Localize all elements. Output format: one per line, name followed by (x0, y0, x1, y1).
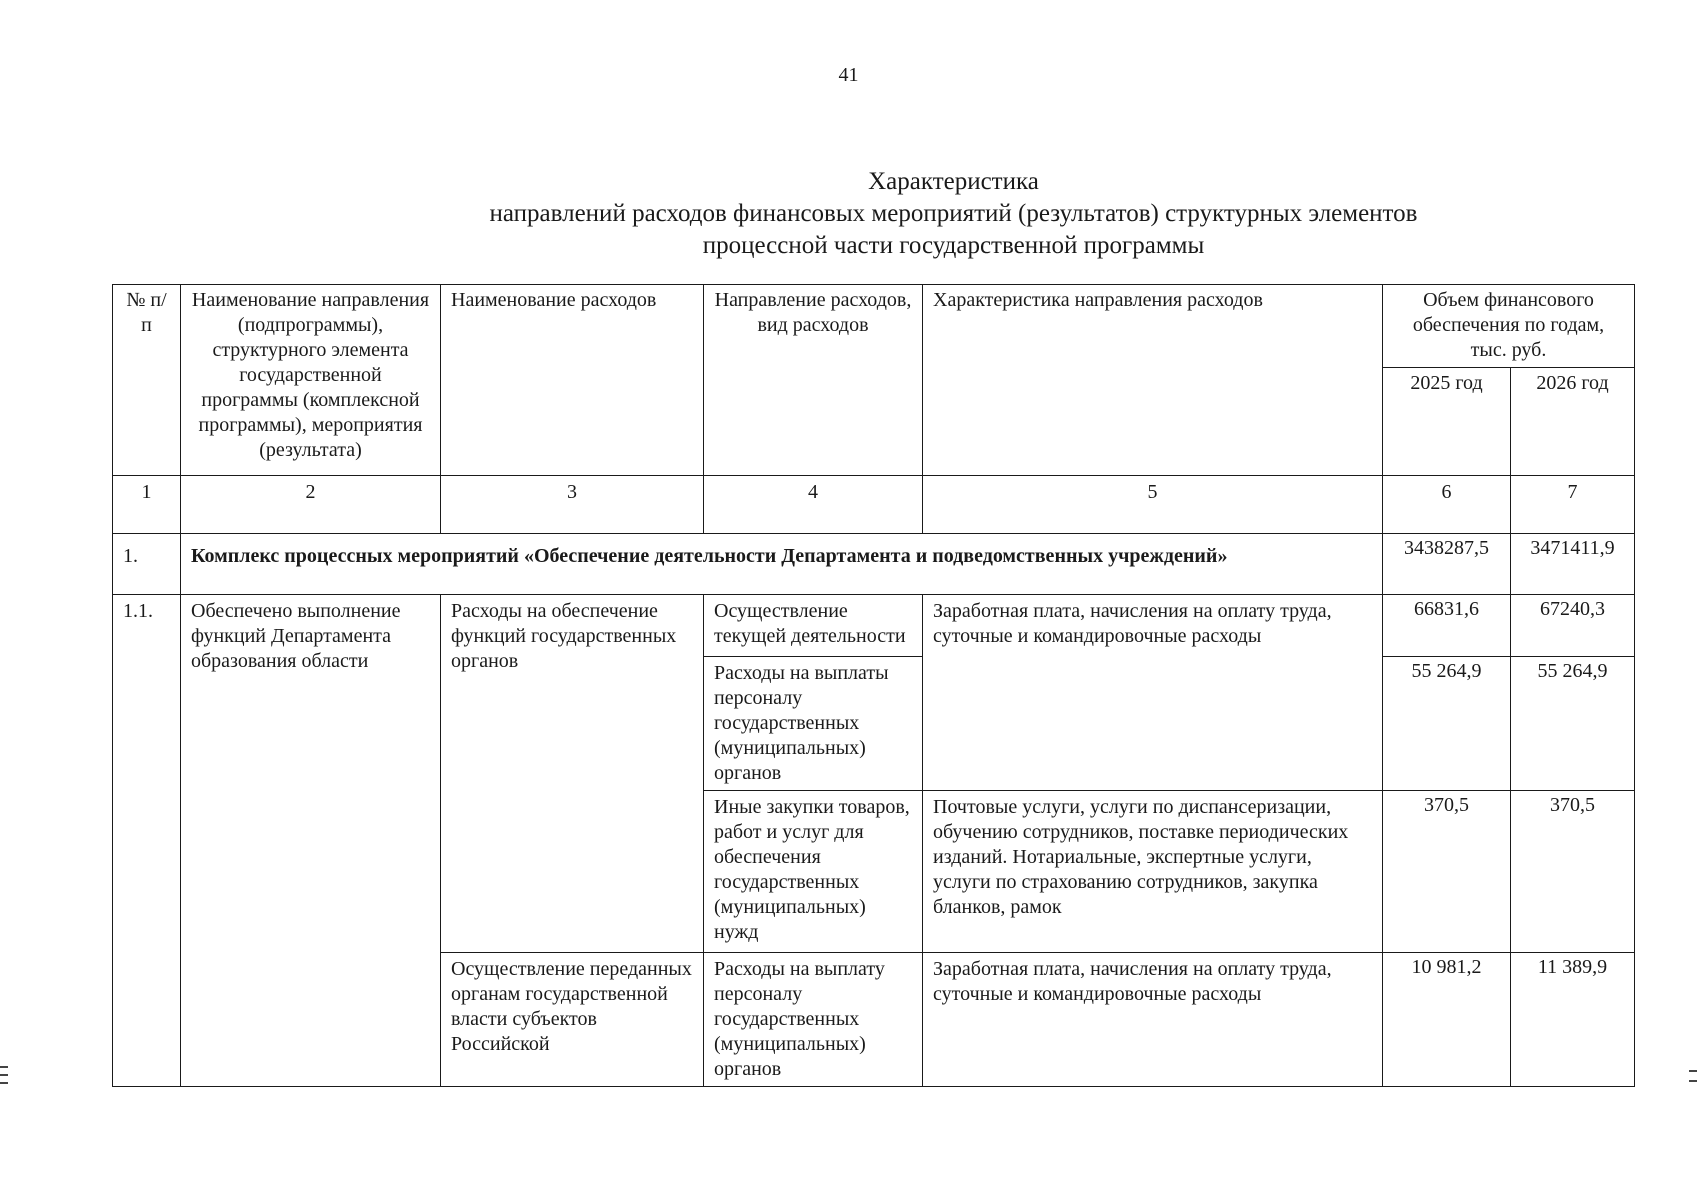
col-number: 3 (441, 476, 704, 534)
row-direction: Расходы на выплату персоналу государственных (муниципальных) органов (704, 953, 923, 1087)
row-characteristic: Заработная плата, начисления на оплату труда, суточные и командировочные расходы (923, 953, 1383, 1087)
row-num: 1.1. (113, 595, 181, 1087)
header-expense-name: Наименование расходов (441, 285, 704, 476)
row-direction: Расходы на выплаты персоналу государственных (муниципальных) органов (704, 657, 923, 791)
scan-edge-mark (0, 1074, 8, 1076)
col-number: 2 (181, 476, 441, 534)
row-characteristic: Почтовые услуги, услуги по диспансеризации, обучению сотрудников, поставке периодических изданий. Нотариальные, экспертные услуги, услуги по страхованию сотрудников, закупка бланков, рамок (923, 791, 1383, 953)
section-row (113, 534, 1635, 595)
row-y2026: 370,5 (1511, 791, 1635, 953)
header-direction-type: Направление расходов, вид расходов (704, 285, 923, 476)
row-expense-name: Осуществление переданных органам государственной власти субъектов Российской (441, 953, 704, 1087)
header-row (113, 285, 1635, 368)
row-direction: Осуществление текущей деятельности (704, 595, 923, 657)
col-number: 1 (113, 476, 181, 534)
row-y2025: 55 264,9 (1383, 657, 1511, 791)
col-number: 4 (704, 476, 923, 534)
scan-edge-mark (0, 1082, 8, 1084)
title-line-1: Характеристика (868, 168, 1039, 195)
row-direction: Иные закупки товаров, работ и услуг для обеспечения государственных (муниципальных) нужд (704, 791, 923, 953)
row-y2025: 10 981,2 (1383, 953, 1511, 1087)
header-year-2026: 2026 год (1511, 368, 1635, 476)
row-y2026: 55 264,9 (1511, 657, 1635, 791)
row-y2026: 67240,3 (1511, 595, 1635, 657)
row-expense-name: Расходы на обеспечение функций государственных органов (441, 595, 704, 953)
scan-edge-mark (0, 1066, 8, 1068)
row-y2026: 11 389,9 (1511, 953, 1635, 1087)
document-title (0, 166, 1697, 262)
header-year-2025: 2025 год (1383, 368, 1511, 476)
row-characteristic: Заработная плата, начисления на оплату труда, суточные и командировочные расходы (923, 595, 1383, 791)
header-num: № п/п (113, 285, 181, 476)
col-number: 5 (923, 476, 1383, 534)
header-direction-name: Наименование направления (подпрограммы), структурного элемента государственной программы (комплексной программы), мероприятия (результата) (181, 285, 441, 476)
col-number: 7 (1511, 476, 1635, 534)
header-funding: Объем финансового обеспечения по годам, тыс. руб. (1383, 285, 1635, 368)
title-line-3: процессной части государственной программы (702, 232, 1205, 259)
row-direction-name: Обеспечено выполнение функций Департамента образования области (181, 595, 441, 1087)
section-y2026: 3471411,9 (1511, 534, 1635, 595)
title-line-2: направлений расходов финансовых мероприятий (результатов) структурных элементов (489, 200, 1418, 227)
row-y2025: 66831,6 (1383, 595, 1511, 657)
section-y2025: 3438287,5 (1383, 534, 1511, 595)
table-row (113, 595, 1635, 657)
scan-edge-mark (1689, 1070, 1697, 1072)
section-title: Комплекс процессных мероприятий «Обеспечение деятельности Департамента и подведомственных учреждений» (181, 534, 1383, 595)
section-num: 1. (113, 534, 181, 595)
expense-table (112, 284, 1635, 1087)
page-number: 41 (838, 64, 859, 86)
col-number: 6 (1383, 476, 1511, 534)
numbering-row (113, 476, 1635, 534)
header-characteristic: Характеристика направления расходов (923, 285, 1383, 476)
scan-edge-mark (1689, 1080, 1697, 1082)
row-y2025: 370,5 (1383, 791, 1511, 953)
